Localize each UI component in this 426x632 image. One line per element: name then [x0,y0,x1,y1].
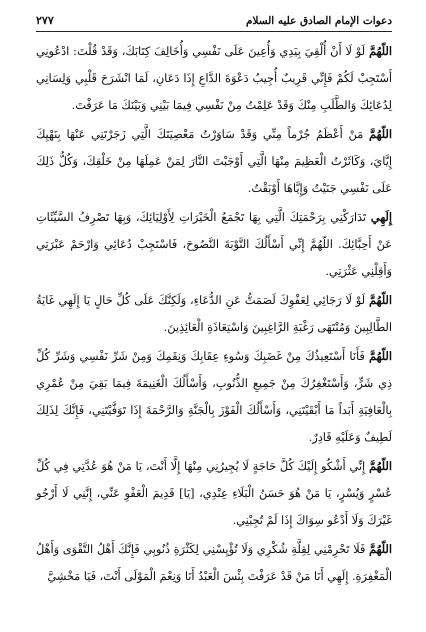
paragraph-text: فَلَا تَحْرِمْنِي لِقِلَّةِ شُكْرِي وَلَا تُؤْيِسْنِي لِكَثْرَةِ ذُنُوبِي فَإِنَّكَ أَهْلُ التَّقْوَى وَأَهْلُ الْمَغْفِرَةِ. إِلَهِي أَنَا مَنْ قَدْ عَرَفْتَ بِئْسَ الْعَبْدُ أَنَا وَنِعْمَ الْمَوْلَى أَنْتَ، فَيَا مَخْشِيَّ [36,543,392,583]
supplication-text [36,38,392,590]
paragraph [36,38,392,119]
paragraph-text: مَنْ أَعْظَمُ جُرْماً مِنِّي وَقَدْ سَاوَرْتُ مَعْصِيَتَكَ الَّتِي زَجَرْتَنِي عَنْهَا بِنَهْيِكَ إِيَّايَ، وَكَاثَرْتُ الْعَظِيمَ مِنْهَا الَّتِي أَوْجَبْتَ النَّارَ لِمَنْ عَمِلَهَا مِنْ خَلْقِكَ، وَكُلُّ ذَلِكَ عَلَى نَفْسِي جَنَيْتُ وَإِيَّاهَا أَوْبَقْتُ. [36,128,392,195]
page-number: ٢٧٧ [36,14,54,27]
paragraph-lead: اللّهُمَّ [368,44,392,58]
paragraph-text: إِنِّي أَشْكُو إِلَيْكَ كُلَّ حَاجَةٍ لَا يُجِيرُنِي مِنْهَا إِلَّا أَنْتَ، يَا مَنْ هُوَ عُدَّتِي فِي كُلِّ عُسْرٍ وَيُسْرٍ، يَا مَنْ هُوَ حَسَنُ الْبَلَاءِ عِنْدِي، [يَا] قَدِيمَ الْعَفْوِ عَنِّي، إِنَّنِي لَا أَرْجُو غَيْرَكَ وَلَا أَدْعُو سِوَاكَ إِذَا لَمْ تُجِبْنِي. [36,460,392,527]
paragraph-lead: اللّهُمَّ [368,459,392,473]
paragraph [36,287,392,341]
running-header [36,14,392,32]
paragraph [36,343,392,451]
paragraph [36,453,392,534]
paragraph [36,121,392,202]
paragraph-text: تَدَارَكْنِي بِرَحْمَتِكَ الَّتِي بِهَا تَجْمَعُ الْخَيْرَاتِ لِأَوْلِيَائِكَ، وَبِهَا تَصْرِفُ السَّيِّئَاتِ عَنْ أَحِبَّائِكَ. اللّهُمَّ إِنِّي أَسْأَلُكَ التَّوْبَةَ النَّصُوحَ، فَاسْتَجِبْ دُعَائِي وَارْحَمْ عَبْرَتِي وَأَقِلْنِي عَثْرَتِي. [36,211,392,278]
paragraph-text: فَأَنَا أَسْتَعِيذُكَ مِنْ غَضَبِكَ وَسُوءِ عِقَابِكَ وَنِقَمِكَ وَمِنْ شَرِّ نَفْسِي وَشَرِّ كُلِّ ذِي شَرٍّ، وَأَسْتَغْفِرُكَ مِنْ جَمِيعِ الذُّنُوبِ، وَأَسْأَلُكَ الْغَنِيمَةَ فِيمَا بَقِيَ مِنْ عُمْرِي بِالْعَافِيَةِ أَبَداً مَا أَبْقَيْتَنِي، وَأَسْأَلُكَ الْفَوْزَ بِالْجَنَّةِ وَالرَّحْمَةَ إِذَا تَوَفَّيْتَنِي، فَإِنَّكَ لِذَلِكَ لَطِيفٌ وَعَلَيْهِ قَادِرٌ. [36,350,392,444]
paragraph-lead: اللّهُمَّ [368,127,392,141]
paragraph-lead: اللّهُمَّ [368,293,393,307]
paragraph [36,204,392,285]
paragraph-lead: اللّهُمَّ [368,349,392,363]
paragraph-text: لَوْ لَا رَجَائِي لِعَفْوِكَ لَصَمَتُّ عَنِ الدُّعَاءِ، وَلَكِنَّكَ عَلَى كُلِّ حَالٍ يَا إِلَهِي غَايَةُ الطَّالِبِينَ وَمُنْتَهَى رَغْبَةِ الرَّاغِبِينَ وَاسْتِعَاذَةِ الْعَائِذِينَ. [36,294,392,334]
paragraph-lead: اللّهُمَّ [368,542,392,556]
paragraph-text: لَوْ لَا أَنْ أُلْقِيَ بِيَدِي وَأُعِينَ عَلَى نَفْسِي وَأُخَالِفَ كِتَابَكَ، وَقَدْ قُلْتَ: ادْعُونِي أَسْتَجِبْ لَكُمْ فَإِنِّي قَرِيبٌ أُجِيبُ دَعْوَةَ الدَّاعِ إِذَا دَعَانِ، لَمَا انْشَرَحَ قَلْبِي وَلِسَانِي لِدُعَائِكَ وَالطَّلَبِ مِنْكَ وَقَدْ عَلِمْتُ مِنْ نَفْسِي فِيمَا بَيْنِي وَبَيْنَكَ مَا عَرَفْتَ. [36,45,392,112]
running-header-title: دعوات الإمام الصادق عليه السلام [245,15,392,27]
paragraph [36,536,392,590]
paragraph-lead: إِلَهِي [370,210,392,224]
